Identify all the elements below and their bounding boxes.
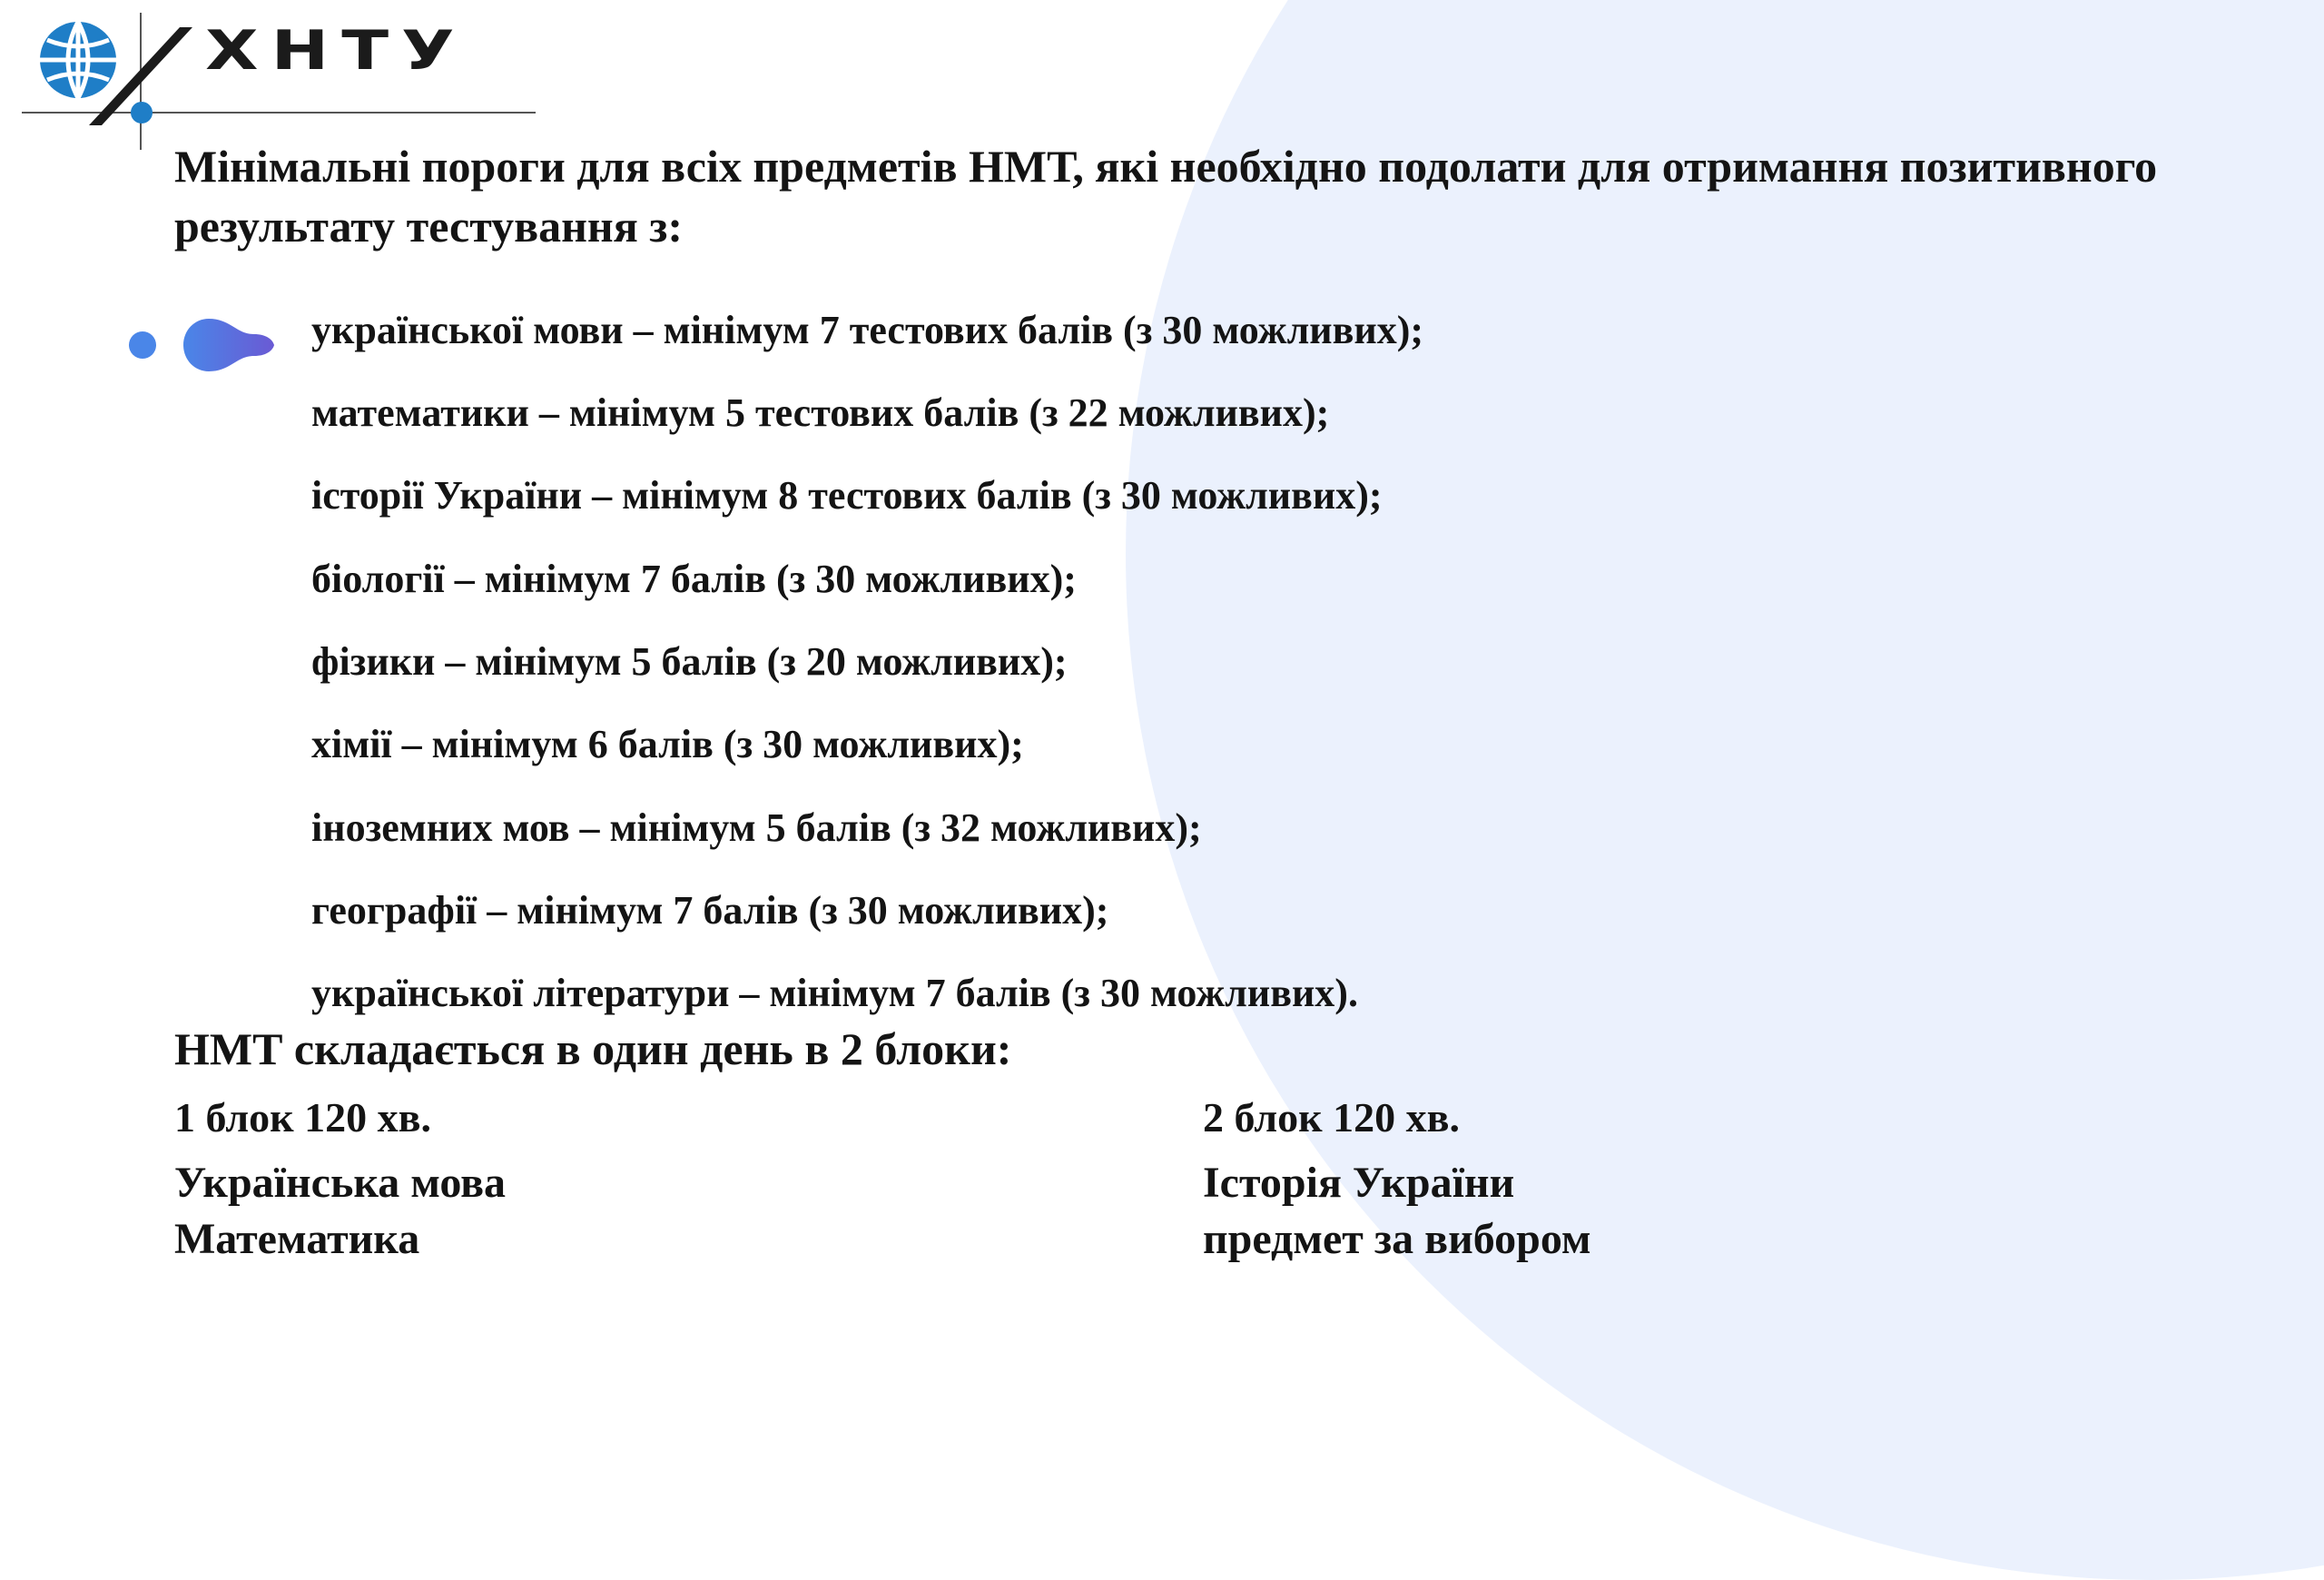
threshold-item-physics: фізики – мінімум 5 балів (з 20 можливих);: [311, 639, 1068, 684]
threshold-item-literature: української літератури – мінімум 7 балів (з 30 можливих).: [311, 971, 1358, 1015]
block-2: [1203, 1090, 1591, 1268]
block-2-subject: предмет за вибором: [1203, 1215, 1591, 1263]
university-logo: [0, 0, 545, 154]
nmt-heading: НМТ складається в один день в 2 блоки:: [174, 1023, 1012, 1074]
threshold-item-foreign-languages: іноземних мов – мінімум 5 балів (з 32 можливих);: [311, 805, 1202, 850]
logo-text: ХНТУ: [205, 18, 468, 82]
threshold-item-biology: біології – мінімум 7 балів (з 30 можливих);: [311, 557, 1077, 601]
threshold-item-math: математики – мінімум 5 тестових балів (з 22 можливих);: [311, 390, 1330, 435]
block-1-subject: Математика: [174, 1215, 420, 1263]
block-2-subject: Історія України: [1203, 1159, 1515, 1207]
block-1: [174, 1090, 506, 1268]
threshold-item-history: історії України – мінімум 8 тестових балів (з 30 можливих);: [311, 473, 1383, 518]
block-1-heading: 1 блок 120 хв.: [174, 1094, 432, 1141]
page-title: Мінімальні пороги для всіх предметів НМТ, які необхідно подолати для отримання позитивного результату тестування з:: [174, 141, 2158, 252]
block-2-heading: 2 блок 120 хв.: [1203, 1094, 1461, 1141]
threshold-item-chemistry: хімії – мінімум 6 балів (з 30 можливих);: [311, 722, 1024, 766]
block-1-subject: Українська мова: [174, 1159, 507, 1207]
threshold-item-ukrainian: української мови – мінімум 7 тестових балів (з 30 можливих);: [311, 308, 1424, 352]
threshold-item-geography: географії – мінімум 7 балів (з 30 можливих);: [311, 888, 1109, 933]
bullet-decoration-icon: [118, 309, 281, 381]
